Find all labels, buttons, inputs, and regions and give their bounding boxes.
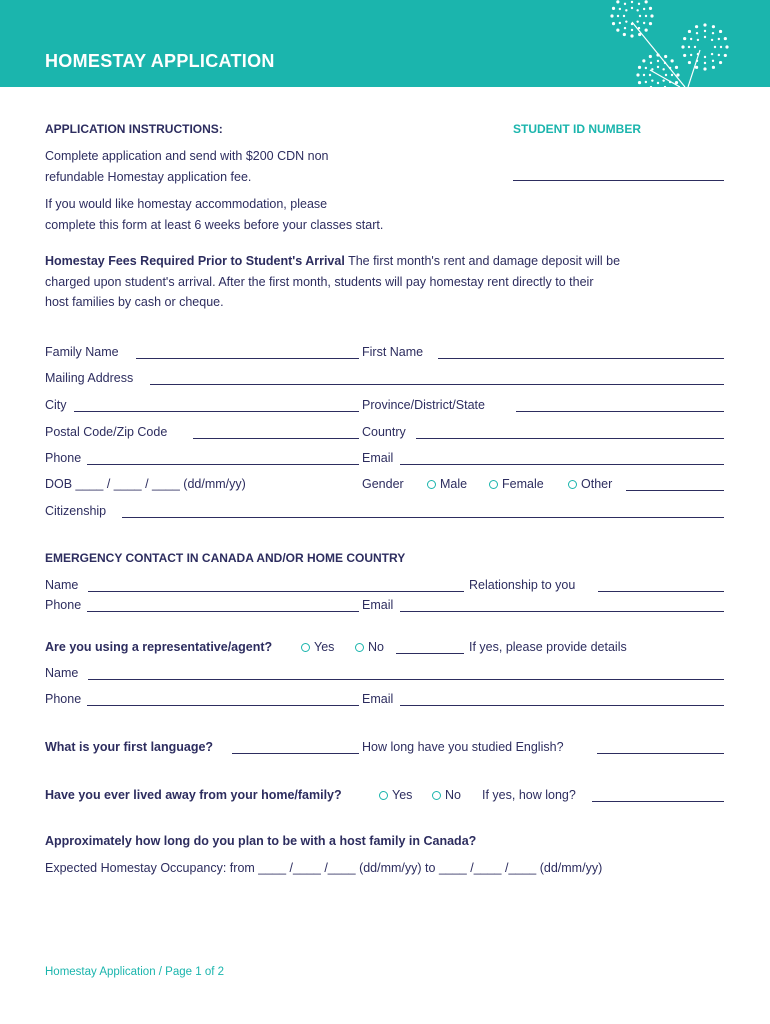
how-long-field[interactable] <box>592 801 724 802</box>
instructions-line: If you would like homestay accommodation, please <box>45 197 328 211</box>
agent-phone-label: Phone <box>45 692 82 706</box>
emergency-heading: EMERGENCY CONTACT IN CANADA AND/OR HOME COUNTRY <box>45 551 406 565</box>
first-name-label: First Name <box>362 345 424 359</box>
english-duration-field[interactable] <box>597 753 724 754</box>
gender-other-field[interactable] <box>626 490 724 491</box>
family-name-field[interactable] <box>136 358 359 359</box>
phone-label: Phone <box>45 451 82 465</box>
radio-agent-no-icon[interactable] <box>355 643 364 652</box>
agent-question: Are you using a representative/agent? <box>45 640 273 654</box>
first-language-field[interactable] <box>232 753 359 754</box>
country-field[interactable] <box>416 438 724 439</box>
radio-female-icon[interactable] <box>489 480 498 489</box>
fees-line: The first month's rent and damage deposit will be <box>348 254 621 268</box>
other-label: Other <box>581 477 613 491</box>
mailing-address-field[interactable] <box>150 384 724 385</box>
email-field[interactable] <box>400 464 724 465</box>
dandelion-decoration-icon <box>610 0 770 87</box>
relationship-label: Relationship to you <box>469 578 576 592</box>
occupancy-dates-field[interactable]: Expected Homestay Occupancy: from ____ /____ /____ (dd/mm/yy) to ____ /____ /____ (dd/mm/yy) <box>45 861 603 875</box>
fees-line: host families by cash or cheque. <box>45 295 224 309</box>
lived-away-question: Have you ever lived away from your home/family? <box>45 788 342 802</box>
radio-male-icon[interactable] <box>427 480 436 489</box>
agent-email-label: Email <box>362 692 394 706</box>
instructions-heading: APPLICATION INSTRUCTIONS: <box>45 122 223 136</box>
agent-details-label: If yes, please provide details <box>469 640 627 654</box>
fees-paragraph <box>45 251 725 313</box>
radio-agent-yes-icon[interactable] <box>301 643 310 652</box>
gender-label: Gender <box>362 477 404 491</box>
agent-phone-field[interactable] <box>87 705 359 706</box>
female-label: Female <box>502 477 544 491</box>
instructions-line: Complete application and send with $200 CDN non <box>45 149 329 163</box>
country-label: Country <box>362 425 406 439</box>
emergency-phone-label: Phone <box>45 598 82 612</box>
emergency-phone-field[interactable] <box>87 611 359 612</box>
gender-female-option[interactable] <box>489 476 544 492</box>
gender-other-option[interactable] <box>568 476 612 492</box>
email-label: Email <box>362 451 394 465</box>
how-long-label: If yes, how long? <box>482 788 576 802</box>
province-field[interactable] <box>516 411 724 412</box>
instructions-line: refundable Homestay application fee. <box>45 169 252 184</box>
city-field[interactable] <box>74 411 359 412</box>
province-label: Province/District/State <box>362 398 485 412</box>
relationship-field[interactable] <box>598 591 724 592</box>
male-label: Male <box>440 477 468 491</box>
emergency-email-field[interactable] <box>400 611 724 612</box>
agent-no-label: No <box>368 640 384 654</box>
agent-name-field[interactable] <box>88 679 724 680</box>
dob-field[interactable]: DOB ____ / ____ / ____ (dd/mm/yy) <box>45 477 246 491</box>
fees-line: charged upon student's arrival. After the first month, students will pay homestay rent directly to their <box>45 274 594 289</box>
phone-field[interactable] <box>87 464 359 465</box>
student-id-field[interactable] <box>513 180 724 181</box>
agent-yes-label: Yes <box>314 640 335 654</box>
page-title: HOMESTAY APPLICATION <box>45 51 275 71</box>
emergency-email-label: Email <box>362 598 394 612</box>
instructions-paragraph-1 <box>45 146 329 187</box>
emergency-name-label: Name <box>45 578 79 592</box>
emergency-name-field[interactable] <box>88 591 464 592</box>
header-banner <box>0 0 770 87</box>
agent-yes-option[interactable] <box>301 639 334 655</box>
first-name-field[interactable] <box>438 358 724 359</box>
language-question: What is your first language? <box>45 740 214 754</box>
student-id-label: STUDENT ID NUMBER <box>513 122 641 136</box>
postal-code-label: Postal Code/Zip Code <box>45 425 168 439</box>
instructions-paragraph-2 <box>45 194 383 235</box>
citizenship-field[interactable] <box>122 517 724 518</box>
radio-other-icon[interactable] <box>568 480 577 489</box>
city-label: City <box>45 398 67 412</box>
lived-away-yes-option[interactable] <box>379 787 412 803</box>
lived-away-no-option[interactable] <box>432 787 461 803</box>
lived-away-yes-label: Yes <box>392 788 413 802</box>
agent-email-field[interactable] <box>400 705 724 706</box>
lived-away-no-label: No <box>445 788 461 802</box>
citizenship-label: Citizenship <box>45 504 107 518</box>
radio-lived-no-icon[interactable] <box>432 791 441 800</box>
mailing-address-label: Mailing Address <box>45 371 134 385</box>
radio-lived-yes-icon[interactable] <box>379 791 388 800</box>
agent-no-field[interactable] <box>396 653 464 654</box>
fees-heading: Homestay Fees Required Prior to Student's Arrival <box>45 254 345 268</box>
gender-male-option[interactable] <box>427 476 467 492</box>
instructions-line: complete this form at least 6 weeks before your classes start. <box>45 217 384 232</box>
stay-question: Approximately how long do you plan to be with a host family in Canada? <box>45 834 477 848</box>
agent-name-label: Name <box>45 666 79 680</box>
postal-code-field[interactable] <box>193 438 359 439</box>
agent-no-option[interactable] <box>355 639 384 655</box>
page-footer: Homestay Application / Page 1 of 2 <box>45 966 224 978</box>
english-duration-label: How long have you studied English? <box>362 740 564 754</box>
family-name-label: Family Name <box>45 345 119 359</box>
